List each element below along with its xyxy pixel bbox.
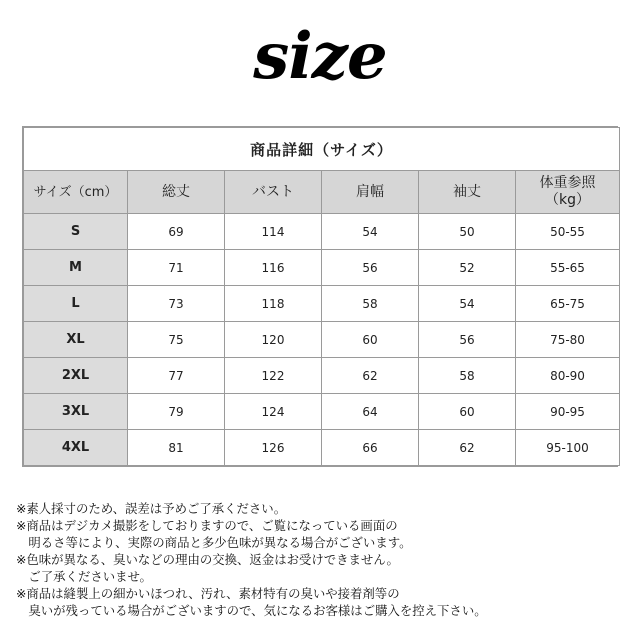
table-cell: 73: [128, 286, 225, 322]
table-cell: 124: [225, 394, 322, 430]
table-cell: 65-75: [516, 286, 620, 322]
table-row: [24, 430, 620, 466]
table-cell: 80-90: [516, 358, 620, 394]
table-cell: 55-65: [516, 250, 620, 286]
table-cell: 56: [419, 322, 516, 358]
table-row: [24, 358, 620, 394]
note-line: ※商品は縫製上の細かいほつれ、汚れ、素材特有の臭いや接着剤等の: [16, 586, 400, 601]
notes: [16, 500, 626, 619]
column-header: バスト: [225, 171, 322, 214]
size-label-cell: 3XL: [24, 394, 128, 430]
note-line: ※色味が異なる、臭いなどの理由の交換、返金はお受けできません。: [16, 552, 399, 567]
table-cell: 69: [128, 214, 225, 250]
note-line: ご了承くださいませ。: [16, 569, 152, 584]
table-cell: 122: [225, 358, 322, 394]
table-row: [24, 286, 620, 322]
table-cell: 50: [419, 214, 516, 250]
table-cell: 79: [128, 394, 225, 430]
table-cell: 120: [225, 322, 322, 358]
table-cell: 118: [225, 286, 322, 322]
table-cell: 54: [419, 286, 516, 322]
column-header: 肩幅: [322, 171, 419, 214]
note-line: 明るさ等により、実際の商品と多少色味が異なる場合がございます。: [16, 535, 412, 550]
table-cell: 66: [322, 430, 419, 466]
size-label-cell: S: [24, 214, 128, 250]
column-header: 総丈: [128, 171, 225, 214]
table-cell: 58: [419, 358, 516, 394]
table-cell: 50-55: [516, 214, 620, 250]
table-cell: 62: [322, 358, 419, 394]
table-cell: 71: [128, 250, 225, 286]
size-table: [22, 126, 618, 467]
table-cell: 56: [322, 250, 419, 286]
table-cell: 60: [322, 322, 419, 358]
table-cell: 95-100: [516, 430, 620, 466]
column-header: 体重参照 （kg）: [516, 171, 620, 214]
table-cell: 75: [128, 322, 225, 358]
note-line: ※素人採寸のため、誤差は予めご了承ください。: [16, 501, 287, 516]
table-cell: 90-95: [516, 394, 620, 430]
table-row: [24, 322, 620, 358]
table-cell: 64: [322, 394, 419, 430]
column-header: 袖丈: [419, 171, 516, 214]
size-label-cell: L: [24, 286, 128, 322]
page-title: size: [253, 19, 387, 94]
table-row: [24, 214, 620, 250]
table-row: [24, 250, 620, 286]
table-cell: 81: [128, 430, 225, 466]
table-cell: 75-80: [516, 322, 620, 358]
note-line: ※商品はデジカメ撮影をしておりますので、ご覧になっている画面の: [16, 518, 398, 533]
table-cell: 114: [225, 214, 322, 250]
table-caption: 商品詳細（サイズ）: [24, 128, 620, 171]
table-row: [24, 394, 620, 430]
size-label-cell: XL: [24, 322, 128, 358]
table-cell: 62: [419, 430, 516, 466]
table-cell: 116: [225, 250, 322, 286]
size-label-cell: M: [24, 250, 128, 286]
table-cell: 54: [322, 214, 419, 250]
table-cell: 77: [128, 358, 225, 394]
table-cell: 60: [419, 394, 516, 430]
table-cell: 126: [225, 430, 322, 466]
size-label-cell: 4XL: [24, 430, 128, 466]
column-header: サイズ（cm）: [24, 171, 128, 214]
size-label-cell: 2XL: [24, 358, 128, 394]
table-cell: 58: [322, 286, 419, 322]
table-cell: 52: [419, 250, 516, 286]
note-line: 臭いが残っている場合がございますので、気になるお客様はご購入を控え下さい。: [16, 603, 487, 618]
